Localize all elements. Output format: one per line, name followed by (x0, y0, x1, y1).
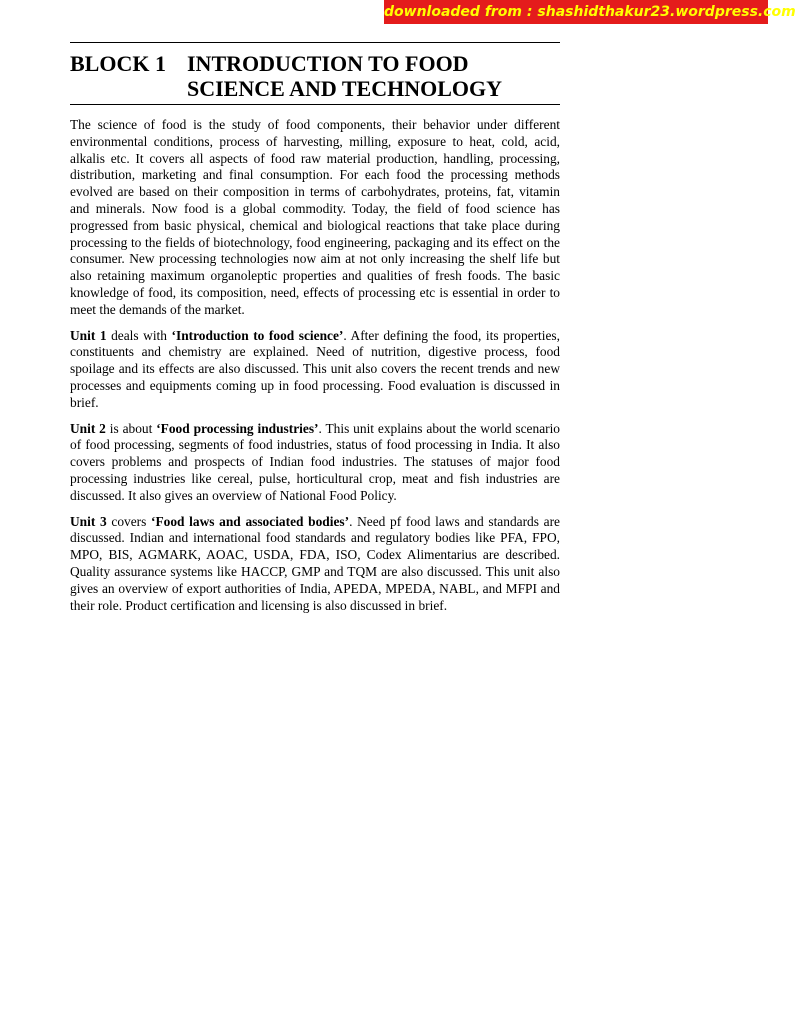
download-source-banner (384, 0, 796, 24)
banner-separator: : (522, 4, 538, 20)
banner-prefix: downloaded from (384, 4, 523, 20)
block-label: BLOCK 1 (70, 51, 166, 76)
banner-site: shashidthakur23.wordpress.com (537, 4, 796, 20)
unit-1-label: Unit 1 (70, 327, 107, 343)
unit-3-verb: covers (106, 513, 152, 529)
unit-3-title: ‘Food laws and associated bodies’ (151, 513, 350, 529)
block-heading (70, 43, 560, 104)
unit-1-verb: deals with (106, 327, 172, 343)
unit-3-text: . Need pf food laws and standards are discussed. Indian and international food standards and regulatory bodies like PFA, FPO, MPO, BIS, AGMARK, AOAC, USDA, FDA, ISO, Codex Alimentarius are described. Quality assurance systems like HACCP, GMP and TQM are also discussed. This unit also gives an overview of export authorities of India, APEDA, MPEDA, NABL, and MFPI and their role. Product certification and licensing is also discussed in brief. (70, 513, 560, 613)
intro-paragraph: The science of food is the study of food components, their behavior under different environmental conditions, process of harvesting, milling, exposure to heat, cold, acid, alkalis etc. It covers all aspects of food raw material production, handling, processing, distribution, marketing and final consumption. For each food the processing methods evolved are based on their composition in terms of carbohydrates, proteins, fat, vitamin and minerals. Now food is a global commodity. Today, the field of food science has progressed from basic physical, chemical and biological reactions that take place during processing to the fields of biotechnology, food engineering, packaging and its effect on the consumer. New processing technologies now aim at not only increasing the shelf life but also retaining maximum organoleptic properties and qualities of fresh foods. The basic knowledge of food, its composition, need, effects of processing etc is essential in order to meet the demands of the market. (70, 117, 560, 317)
unit-1-title: ‘Introduction to food science’ (171, 327, 344, 343)
block-title: INTRODUCTION TO FOOD SCIENCE AND TECHNOLOGY (187, 51, 502, 101)
unit-3-paragraph (70, 514, 560, 615)
bottom-rule (70, 104, 560, 105)
document-page (70, 42, 560, 614)
unit-2-label: Unit 2 (70, 420, 106, 436)
unit-2-paragraph (70, 421, 560, 505)
unit-2-verb: is about (105, 420, 157, 436)
unit-2-title: ‘Food processing industries’ (156, 420, 319, 436)
unit-1-text: . After defining the food, its properties, constituents and chemistry are explained. Need of nutrition, digestive process, food spoilage and its effects are also discussed. This unit also covers the recent trends and new processes and equipments coming up in food processing. Food evaluation is discussed in brief. (70, 327, 560, 410)
unit-2-text: . This unit explains about the world scenario of food processing, segments of food industries, status of food processing in India. It also covers problems and prospects of Indian food industries. The statuses of major food processing industries like cereal, pulse, horticultural crop, meat and fish industries are discussed. It also gives an overview of National Food Policy. (70, 420, 561, 503)
unit-1-paragraph (70, 328, 560, 412)
unit-3-label: Unit 3 (70, 513, 107, 529)
